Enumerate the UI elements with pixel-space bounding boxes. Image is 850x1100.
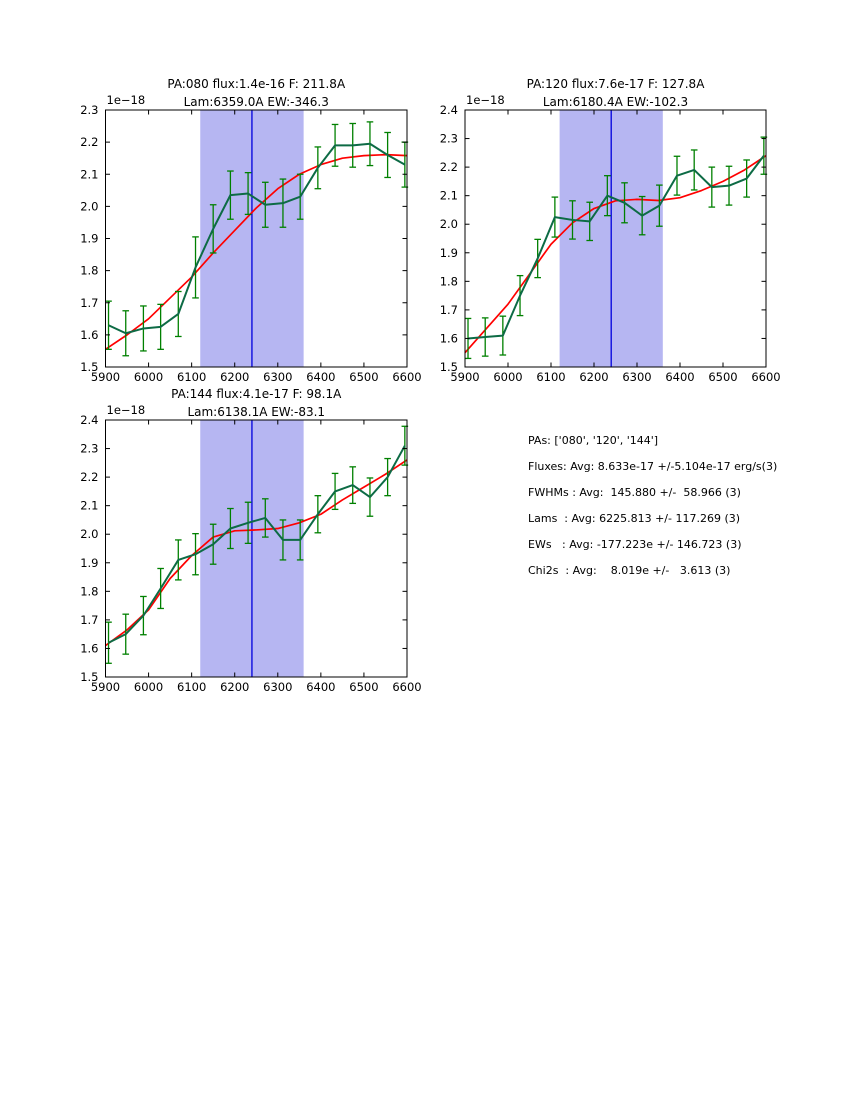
x-tick-label: 6000	[133, 370, 164, 384]
y-tick-label: 1.9	[80, 231, 99, 246]
y-tick-label: 1.9	[80, 555, 99, 570]
chart-title-line2: Lam:6359.0A EW:-346.3	[183, 95, 329, 109]
y-tick-label: 2.1	[439, 188, 458, 203]
x-tick-label: 5900	[450, 370, 480, 384]
y-tick-label: 2.4	[439, 103, 458, 117]
stats-line-fwhms: FWHMs : Avg: 145.880 +/- 58.966 (3)	[528, 486, 741, 499]
y-tick-label: 1.5	[80, 670, 99, 684]
x-tick-label: 6600	[751, 370, 781, 384]
x-tick-label: 6000	[493, 370, 523, 384]
stats-line-fluxes: Fluxes: Avg: 8.633e-17 +/-5.104e-17 erg/s(3)	[528, 460, 778, 473]
y-tick-label: 1.6	[439, 331, 458, 346]
x-tick-label: 6100	[177, 370, 207, 384]
x-tick-label: 6400	[306, 680, 336, 694]
x-tick-label: 6200	[579, 370, 609, 384]
x-tick-label: 6300	[622, 370, 652, 384]
y-tick-label: 1.8	[80, 584, 99, 599]
x-tick-label: 6300	[263, 680, 293, 694]
x-tick-label: 6000	[133, 680, 164, 694]
x-tick-label: 6400	[306, 370, 336, 384]
x-tick-label: 6100	[177, 680, 207, 694]
stats-line-lams: Lams : Avg: 6225.813 +/- 117.269 (3)	[528, 512, 741, 525]
axis-offset-label: 1e−18	[466, 93, 505, 107]
y-tick-label: 1.7	[80, 295, 99, 310]
y-tick-label: 1.7	[439, 302, 458, 317]
y-tick-label: 1.6	[80, 327, 99, 342]
x-tick-label: 5900	[90, 370, 121, 384]
stats-line-pas: PAs: ['080', '120', '144']	[528, 434, 659, 447]
x-tick-label: 6500	[349, 370, 379, 384]
x-tick-label: 6300	[263, 370, 293, 384]
y-tick-label: 2.3	[80, 103, 99, 117]
x-tick-label: 6500	[708, 370, 738, 384]
x-tick-label: 6500	[349, 680, 379, 694]
y-tick-label: 1.6	[80, 641, 99, 656]
y-tick-label: 1.7	[80, 612, 99, 627]
y-tick-label: 1.5	[439, 360, 458, 374]
axis-offset-label: 1e−18	[106, 93, 146, 107]
x-tick-label: 6200	[220, 370, 250, 384]
chart-title-line1: PA:144 flux:4.1e-17 F: 98.1A	[171, 387, 342, 401]
y-tick-label: 2.2	[439, 160, 458, 175]
y-tick-label: 1.8	[80, 263, 99, 278]
y-tick-label: 1.5	[80, 360, 99, 374]
y-tick-label: 2.1	[80, 498, 99, 513]
y-tick-label: 2.2	[80, 470, 99, 485]
y-tick-label: 1.8	[439, 274, 458, 289]
chart-title-line1: PA:080 flux:1.4e-16 F: 211.8A	[167, 77, 346, 91]
y-tick-label: 2.0	[439, 217, 458, 232]
y-tick-label: 2.0	[80, 199, 99, 214]
x-tick-label: 5900	[90, 680, 121, 694]
stats-line-ews: EWs : Avg: -177.223e +/- 146.723 (3)	[528, 538, 742, 551]
chart-title-line1: PA:120 flux:7.6e-17 F: 127.8A	[526, 77, 705, 91]
x-tick-label: 6200	[220, 680, 250, 694]
y-tick-label: 2.1	[80, 167, 99, 182]
x-tick-label: 6400	[665, 370, 695, 384]
x-tick-label: 6100	[536, 370, 566, 384]
stats-line-chi2s: Chi2s : Avg: 8.019e +/- 3.613 (3)	[528, 564, 731, 577]
chart-title-line2: Lam:6138.1A EW:-83.1	[187, 405, 326, 419]
y-tick-label: 2.0	[80, 527, 99, 542]
axis-offset-label: 1e−18	[106, 403, 146, 417]
x-tick-label: 6600	[392, 370, 422, 384]
y-tick-label: 1.9	[439, 245, 458, 260]
y-tick-label: 2.2	[80, 135, 99, 150]
x-tick-label: 6600	[392, 680, 422, 694]
y-tick-label: 2.3	[80, 441, 99, 456]
y-tick-label: 2.4	[80, 413, 99, 427]
chart-title-line2: Lam:6180.4A EW:-102.3	[542, 95, 689, 109]
y-tick-label: 2.3	[439, 131, 458, 146]
